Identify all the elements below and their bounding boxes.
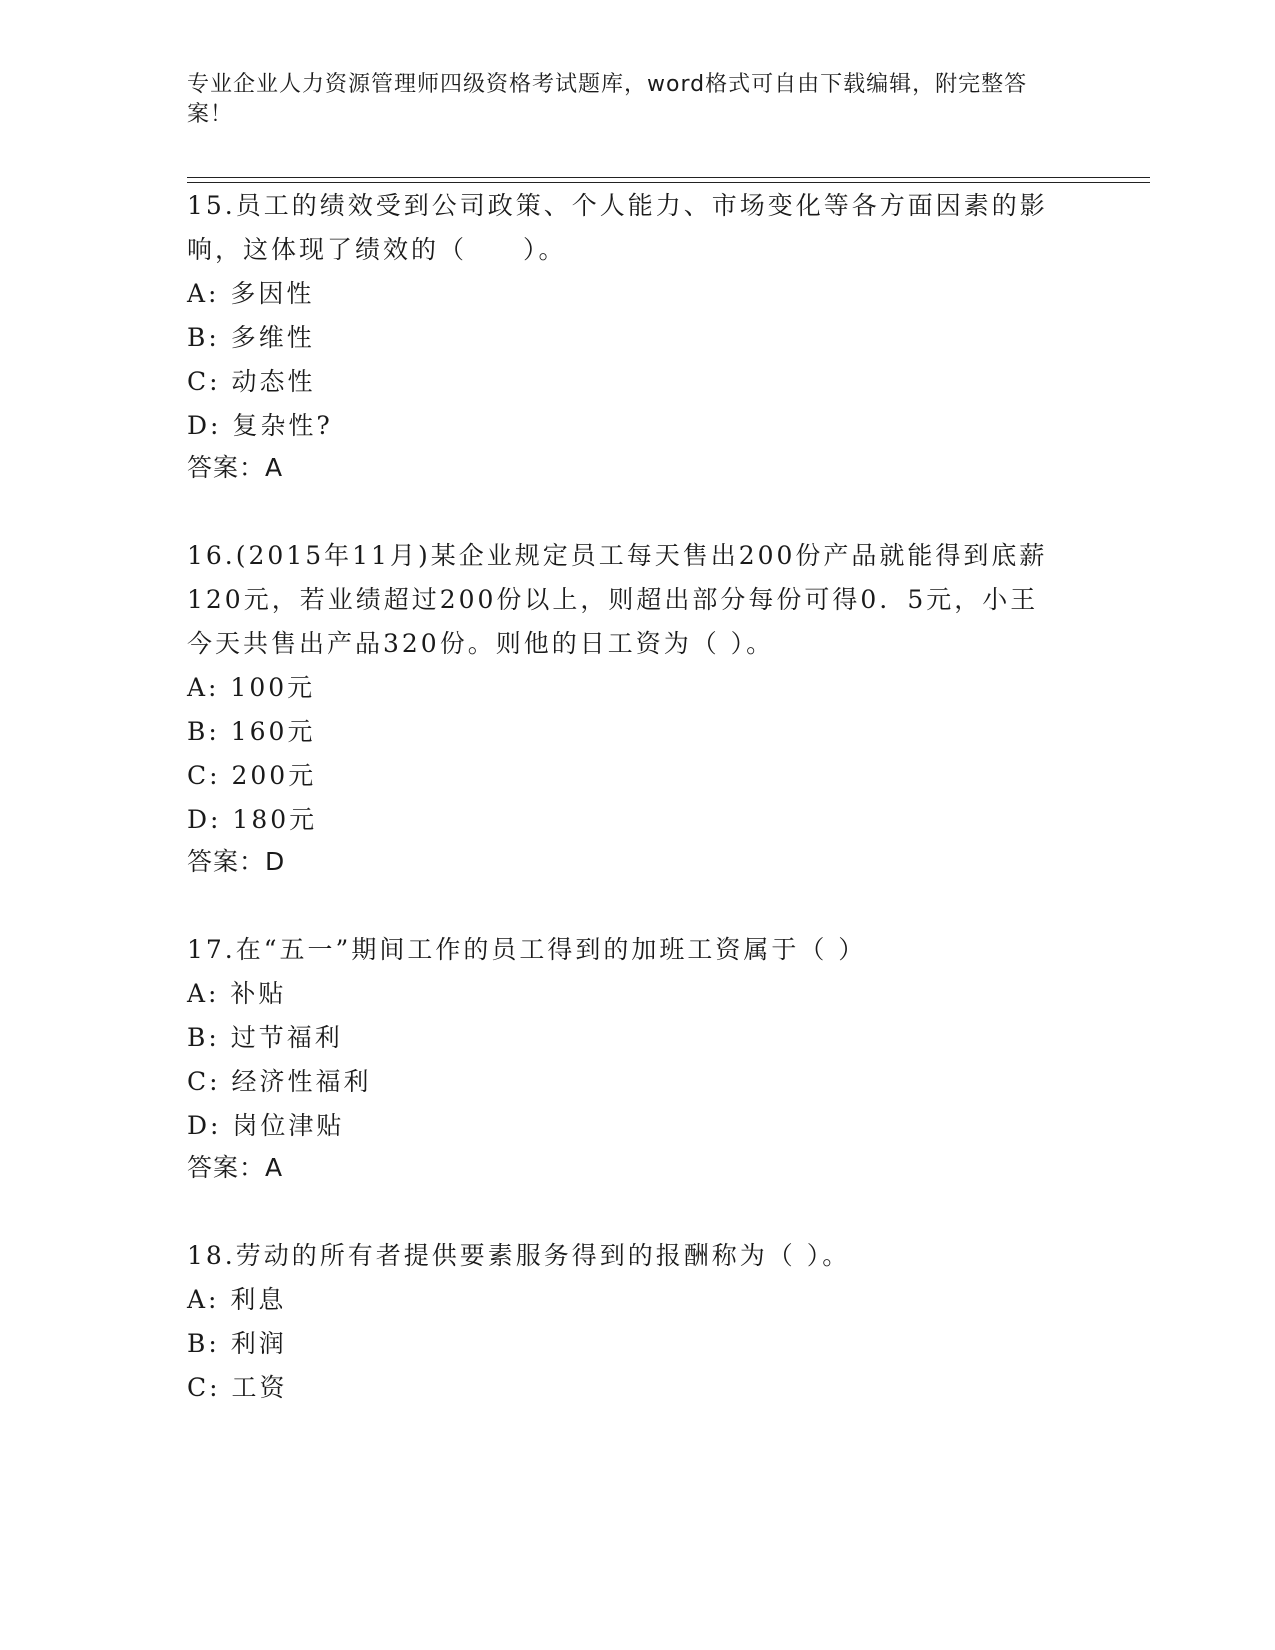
question-17-option-a: A: 补贴 [187, 979, 287, 1008]
question-18-stem-line-1: 18.劳动的所有者提供要素服务得到的报酬称为（ ）。 [187, 1241, 851, 1270]
question-16-stem-line-1: 16.(2015年11月)某企业规定员工每天售出200份产品就能得到底薪 [187, 541, 1048, 570]
question-15-stem-line-2: 响，这体现了绩效的（ ）。 [187, 235, 567, 264]
question-18-option-a: A: 利息 [187, 1285, 287, 1314]
question-15-option-b: B: 多维性 [187, 323, 315, 352]
question-16-option-b: B: 160元 [187, 717, 316, 746]
question-16-stem-line-2: 120元，若业绩超过200份以上，则超出部分每份可得0．5元，小王 [187, 585, 1039, 614]
question-17-option-b: B: 过节福利 [187, 1023, 343, 1052]
question-18-option-b: B: 利润 [187, 1329, 287, 1358]
header-rule-bottom [187, 182, 1150, 183]
question-17-stem-line-1: 17.在“五一”期间工作的员工得到的加班工资属于（ ） [187, 935, 867, 964]
question-16-stem-line-3: 今天共售出产品320份。则他的日工资为（ ）。 [187, 629, 775, 658]
question-16-option-c: C: 200元 [187, 761, 317, 790]
question-15-option-a: A: 多因性 [187, 279, 315, 308]
document-header: 专业企业人力资源管理师四级资格考试题库，word格式可自由下载编辑，附完整答案！ [187, 72, 1028, 127]
question-16-option-d: D: 180元 [187, 805, 318, 834]
question-16-option-a: A: 100元 [187, 673, 316, 702]
question-15-answer: 答案：A [187, 453, 284, 482]
question-15-stem-line-1: 15.员工的绩效受到公司政策、个人能力、市场变化等各方面因素的影 [187, 191, 1048, 220]
question-17-option-c: C: 经济性福利 [187, 1067, 372, 1096]
question-18-option-c: C: 工资 [187, 1373, 288, 1402]
question-17-option-d: D: 岗位津贴 [187, 1111, 345, 1140]
question-15-option-d: D: 复杂性? [187, 411, 333, 440]
question-17-answer: 答案：A [187, 1153, 284, 1182]
question-16-answer: 答案：D [187, 847, 286, 876]
question-15-option-c: C: 动态性 [187, 367, 316, 396]
header-rule-top [187, 177, 1150, 178]
